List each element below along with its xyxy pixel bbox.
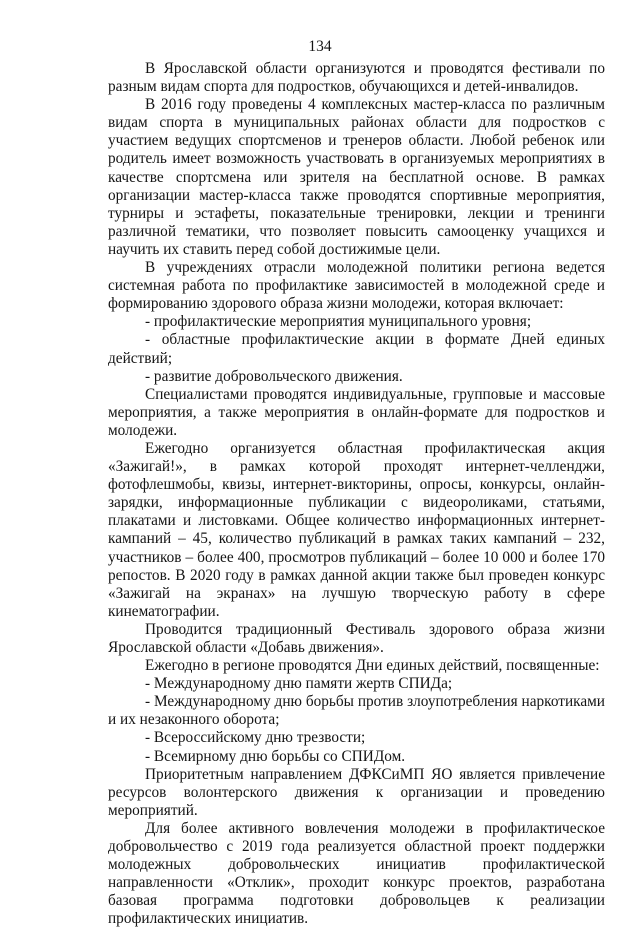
list-item: - профилактические мероприятия муниципального уровня;: [145, 313, 532, 331]
paragraph: Приоритетным направлением ДФКСиМП ЯО является привлечение ресурсов волонтерского движения к организации и проведению мероприятий.: [108, 765, 605, 819]
paragraph: Для более активного вовлечения молодежи в профилактическое добровольчество с 2019 года реализуется областной проект поддержки молодежных добровольческих инициатив профилактической направленности «Отклик», проходит конкурс проектов, разработана базовая программа подготовки добровольцев к реализации профилактических инициатив.: [108, 819, 605, 928]
paragraph: Проводится традиционный Фестиваль здорового образа жизни Ярославской области «Добавь движения».: [108, 620, 605, 656]
paragraph: Специалистами проводятся индивидуальные, групповые и массовые мероприятия, а также мероприятия в онлайн-формате для подростков и молодежи.: [108, 385, 605, 439]
paragraph: В 2016 году проведены 4 комплексных мастер-класса по различным видам спорта в муниципальных районах области для подростков с участием ведущих спортсменов и тренеров области. Любой ребенок или родитель имеет возможность участвовать в организуемых мероприятиях в качестве спортсмена или зрителя на бесплатной основе. В рамках организации мастер-класса также проводятся спортивные мероприятия, турниры и эстафеты, показательные тренировки, лекции и тренинги различной тематики, что позволяет повысить самооценку учащихся и научить их ставить перед собой достижимые цели.: [108, 96, 605, 258]
list-item: - Международному дню памяти жертв СПИДа;: [145, 675, 453, 693]
list-item: - областные профилактические акции в формате Дней единых действий;: [108, 331, 605, 367]
paragraph: Ежегодно организуется областная профилактическая акция «Зажигай!», в рамках которой проходят интернет-челленджи, фотофлешмобы, квизы, интернет-викторины, опросы, конкурсы, онлайн-зарядки, информационные публикации с видеороликами, статьями, плакатами и листовками. Общее количество информационных интернет-кампаний – 45, количество публикаций в рамках таких кампаний – 232, участников – более 400, просмотров публикаций – более 10 000 и более 170 репостов. В 2020 году в рамках данной акции также был проведен конкурс «Зажигай на экранах» на лучшую творческую работу в сфере кинематографии.: [108, 439, 605, 620]
list-item: - Международному дню борьбы против злоупотребления наркотиками и их незаконного оборота;: [108, 693, 605, 729]
body-text: [108, 60, 605, 929]
list-item: - Всемирному дню борьбы со СПИДом.: [145, 747, 406, 765]
list-item: - развитие добровольческого движения.: [145, 367, 403, 385]
paragraph: В учреждениях отрасли молодежной политики региона ведется системная работа по профилактике зависимостей в молодежной среде и формированию здорового образа жизни молодежи, которая включает:: [108, 259, 605, 313]
list-item: - Всероссийскому дню трезвости;: [145, 729, 366, 747]
page-number: 134: [308, 38, 332, 55]
paragraph: Ежегодно в регионе проводятся Дни единых действий, посвященные:: [145, 657, 600, 675]
paragraph: В Ярославской области организуются и проводятся фестивали по разным видам спорта для подростков, обучающихся и детей-инвалидов.: [108, 60, 605, 96]
